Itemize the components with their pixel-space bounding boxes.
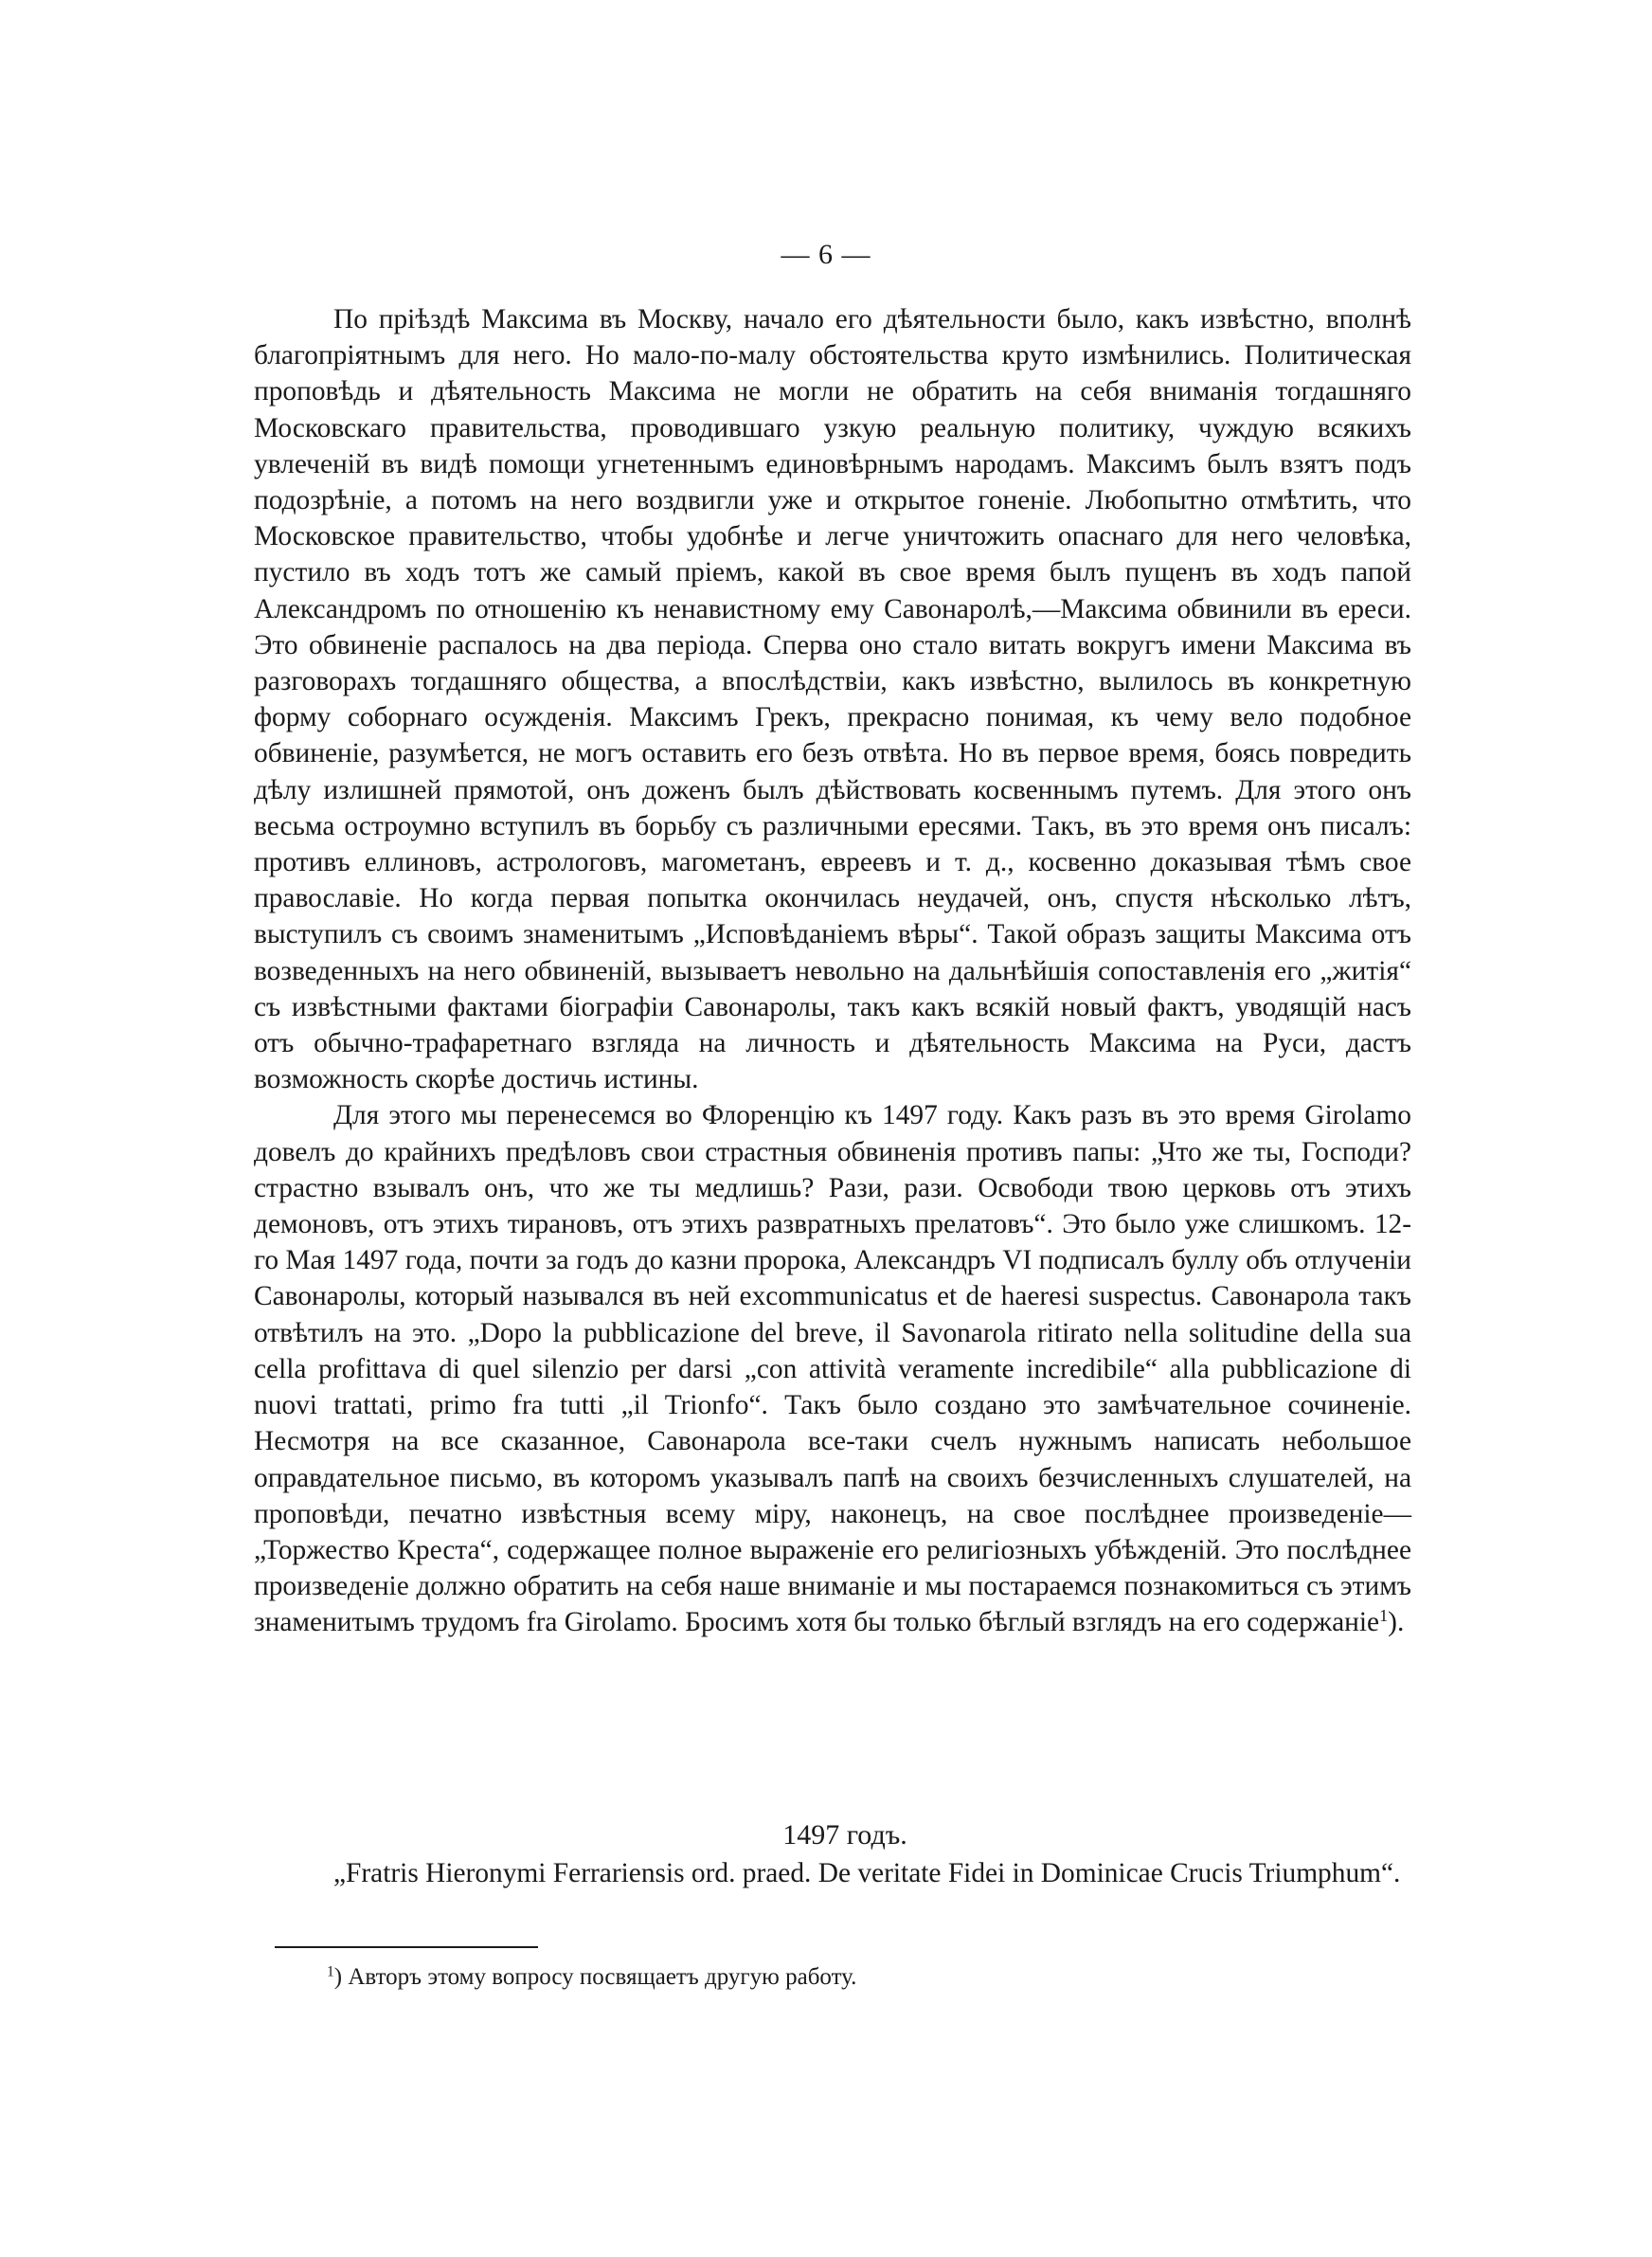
footnote-paren: ) <box>333 1964 343 1990</box>
paragraph-2-end: ). <box>1388 1607 1405 1638</box>
footnote <box>327 1963 856 1992</box>
year-heading: 1497 годъ. <box>782 1819 907 1851</box>
paragraph-1: По прiѣздѣ Максима въ Москву, начало его дѣятельности было, какъ извѣстно, вполнѣ благопрiятнымъ для него. Но мало-по-малу обстоятельства круто измѣнились. Политическая проповѣдь и дѣятельность Максима не могли не обратить на себя вниманiя тогдашняго Московскаго правительства, проводившаго узкую реальную политику, чуждую всякихъ увлеченiй въ видѣ помощи угнетеннымъ единовѣрнымъ народамъ. Максимъ былъ взятъ подъ подозрѣнiе, а потомъ на него воздвигли уже и открытое гоненiе. Любопытно отмѣтить, что Московское правительство, чтобы удобнѣе и легче уничтожить опаснаго для него человѣка, пустило въ ходъ тотъ же самый прiемъ, какой въ свое время былъ пущенъ въ ходъ папой Александромъ по отношенiю къ ненавистному ему Савонаролѣ,—Максима обвинили въ ереси. Это обвиненiе распалось на два перiода. Сперва оно стало витать вокругъ имени Максима въ разговорахъ тогдашняго общества, а впослѣдствiи, какъ извѣстно, вылилось въ конкретную форму соборнаго осужденiя. Максимъ Грекъ, прекрасно понимая, къ чему вело подобное обвиненiе, разумѣется, не могъ оставить его безъ отвѣта. Но въ первое время, боясь повредить дѣлу излишней прямотой, онъ доженъ былъ дѣйствовать косвеннымъ путемъ. Для этого онъ весьма остроумно вступилъ въ борьбу съ различными ересями. Такъ, въ это время онъ писалъ: противъ еллиновъ, астрологовъ, магометанъ, евреевъ и т. д., косвенно доказывая тѣмъ свое православiе. Но когда первая попытка окончилась неудачей, онъ, спустя нѣсколько лѣтъ, выступилъ съ своимъ знаменитымъ „Исповѣданiемъ вѣры“. Такой образъ защиты Максима отъ возведенныхъ на него обвиненiй, вызываетъ невольно на дальнѣйшiя сопоставленiя его „житiя“ съ извѣстными фактами бiографiи Савонаролы, такъ какъ всякiй новый фактъ, уводящiй насъ отъ обычно-трафаретнаго взгляда на личность и дѣятельность Максима на Руси, дастъ возможность скорѣе достичь истины. <box>254 304 1411 1095</box>
paragraph-2 <box>254 1097 1411 1640</box>
footnote-reference: 1 <box>1379 1606 1389 1626</box>
paragraph-2-text: Для этого мы перенесемся во Флоренцiю къ 1497 году. Какъ разъ въ это время Girolamo довелъ до крайнихъ предѣловъ свои страстныя обвиненiя противъ папы: „Что же ты, Господи? страстно взывалъ онъ, что же ты медлишь? Рази, рази. Освободи твою церковь отъ этихъ демоновъ, отъ этихъ тирановъ, отъ этихъ развратныхъ прелатовъ“. Это было уже слишкомъ. 12-го Мая 1497 года, почти за годъ до казни пророка, Александръ VI подписалъ буллу объ отлученiи Савонаролы, который назывался въ ней excommunicatus et de haeresi suspectus. Савонарола такъ отвѣтилъ на это. „Dopo la pubblicazione del breve, il Savonarola ritirato nella solitudine della sua cella profittava di quel silenzio per darsi „con attività veramente incredibile“ alla pubblicazione di nuovi trattati, primo fra tutti „il Trionfo“. Такъ было создано это замѣчательное сочиненiе. Несмотря на все сказанное, Савонарола все-таки счелъ нужнымъ написать небольшое оправдательное письмо, въ которомъ указывалъ папѣ на своихъ безчисленныхъ слушателей, на проповѣди, печатно извѣстныя всему мiру, наконецъ, на свое послѣднее произведенiе—„Торжество Креста“, содержащее полное выраженiе его религiозныхъ убѣжденiй. Это послѣднее произведенiе должно обратить на себя наше вниманiе и мы постараемся познакомиться съ этимъ знаменитымъ трудомъ fra Girolamo. Бросимъ хотя бы только бѣглый взглядъ на его содержанiе <box>254 1100 1411 1638</box>
footnote-text: Авторъ этому вопросу посвящаетъ другую работу. <box>348 1964 857 1990</box>
page-number: — 6 — <box>781 239 871 270</box>
footnote-mark: 1 <box>327 1963 334 1980</box>
footnote-divider <box>275 1946 538 1948</box>
latin-title: „Fratris Hieronymi Ferrariensis ord. praed. De veritate Fidei in Dominicae Crucis Triumphum“. <box>333 1858 1401 1888</box>
main-text <box>254 301 1411 1641</box>
